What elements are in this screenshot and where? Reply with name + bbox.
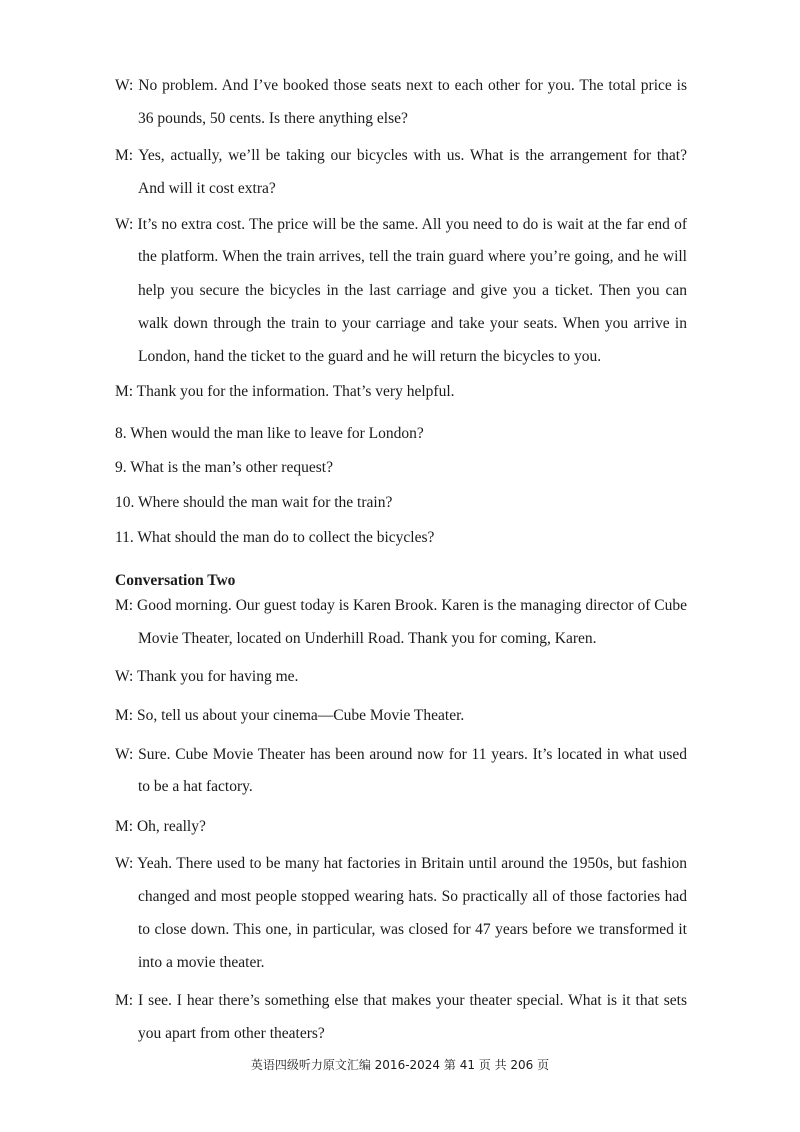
- dialogue-line: 36 pounds, 50 cents. Is there anything else?: [138, 110, 408, 127]
- dialogue-line: W: Thank you for having me.: [115, 668, 299, 685]
- dialogue-line: walk down through the train to your carriage and take your seats. When you arrive in: [138, 315, 687, 332]
- question-9: 9. What is the man’s other request?: [115, 459, 333, 476]
- dialogue-line: M: So, tell us about your cinema—Cube Movie Theater.: [115, 707, 465, 724]
- dialogue-line: M: I see. I hear there’s something else that makes your theater special. What is it that sets: [115, 992, 687, 1009]
- dialogue-line: changed and most people stopped wearing hats. So practically all of those factories had: [138, 888, 687, 905]
- dialogue-line: M: Good morning. Our guest today is Karen Brook. Karen is the managing director of Cube: [115, 597, 687, 614]
- dialogue-line: W: Yeah. There used to be many hat factories in Britain until around the 1950s, but fashion: [115, 855, 687, 872]
- dialogue-line: the platform. When the train arrives, tell the train guard where you’re going, and he will: [138, 248, 687, 265]
- section-heading: Conversation Two: [115, 572, 236, 589]
- dialogue-line: London, hand the ticket to the guard and he will return the bicycles to you.: [138, 348, 602, 365]
- dialogue-line: W: It’s no extra cost. The price will be the same. All you need to do is wait at the far end of: [115, 216, 687, 233]
- page-footer: 英语四级听力原文汇编 2016-2024 第 41 页 共 206 页: [250, 1058, 550, 1072]
- dialogue-line: help you secure the bicycles in the last carriage and give you a ticket. Then you can: [138, 282, 687, 299]
- dialogue-line: M: Yes, actually, we’ll be taking our bicycles with us. What is the arrangement for that?: [115, 147, 687, 164]
- dialogue-line: into a movie theater.: [138, 954, 265, 971]
- question-11: 11. What should the man do to collect the bicycles?: [115, 529, 435, 546]
- dialogue-line: M: Thank you for the information. That’s very helpful.: [115, 383, 455, 400]
- dialogue-line: Movie Theater, located on Underhill Road. Thank you for coming, Karen.: [138, 630, 597, 647]
- dialogue-line: you apart from other theaters?: [138, 1025, 325, 1042]
- question-8: 8. When would the man like to leave for London?: [115, 425, 424, 442]
- dialogue-line: And will it cost extra?: [138, 180, 276, 197]
- dialogue-line: W: No problem. And I’ve booked those seats next to each other for you. The total price is: [115, 77, 687, 94]
- question-10: 10. Where should the man wait for the train?: [115, 494, 393, 511]
- dialogue-line: to close down. This one, in particular, was closed for 47 years before we transformed it: [138, 921, 687, 938]
- dialogue-line: to be a hat factory.: [138, 778, 253, 795]
- dialogue-line: W: Sure. Cube Movie Theater has been around now for 11 years. It’s located in what used: [115, 746, 687, 763]
- dialogue-line: M: Oh, really?: [115, 818, 206, 835]
